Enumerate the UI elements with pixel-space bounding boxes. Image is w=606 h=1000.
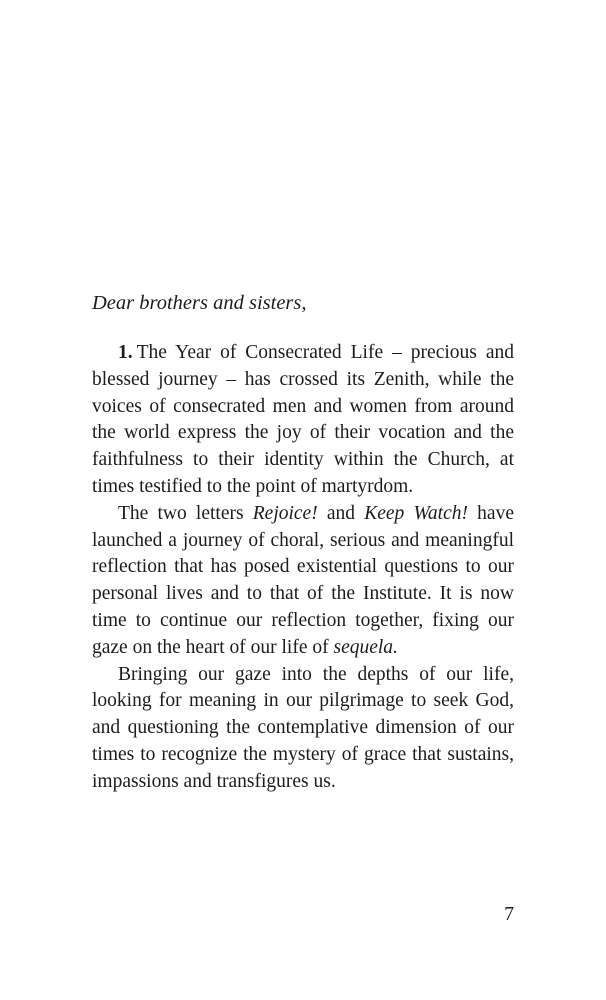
page-number: 7 [504,904,514,925]
document-page [92,0,514,1000]
paragraph-text: Bringing our gaze into the depths of our life, looking for meaning in our pilgrimage to seek God, and questioning the contemplative dimension of our times to recognize the mystery of grace that sustains, impassions and transfigures us. [92,663,514,792]
italic-text: sequela. [333,636,398,658]
paragraph-2 [92,501,514,662]
paragraph-3 [92,662,514,796]
paragraph-number: 1. [118,342,133,363]
body-text [92,340,514,796]
italic-text: Keep Watch! [364,502,468,524]
paragraph-text: The two letters [118,502,253,524]
italic-text: Rejoice! [252,502,318,524]
salutation: Dear brothers and sisters, [92,292,307,314]
paragraph-1 [92,340,514,501]
paragraph-text: have launched a journey of choral, serious and meaningful reflection that has posed existential questions to our personal lives and to that of the Institute. It is now time to continue our reflection together, fixing our gaze on the heart of our life of [92,502,514,658]
paragraph-text: The Year of Consecrated Life – precious and blessed journey – has crossed its Zenith, while the voices of consecrated men and women from around the world express the joy of their vocation and the faithfulness to their identity within the Church, at times testified to the point of martyrdom. [92,342,514,497]
paragraph-text: and [317,502,365,524]
